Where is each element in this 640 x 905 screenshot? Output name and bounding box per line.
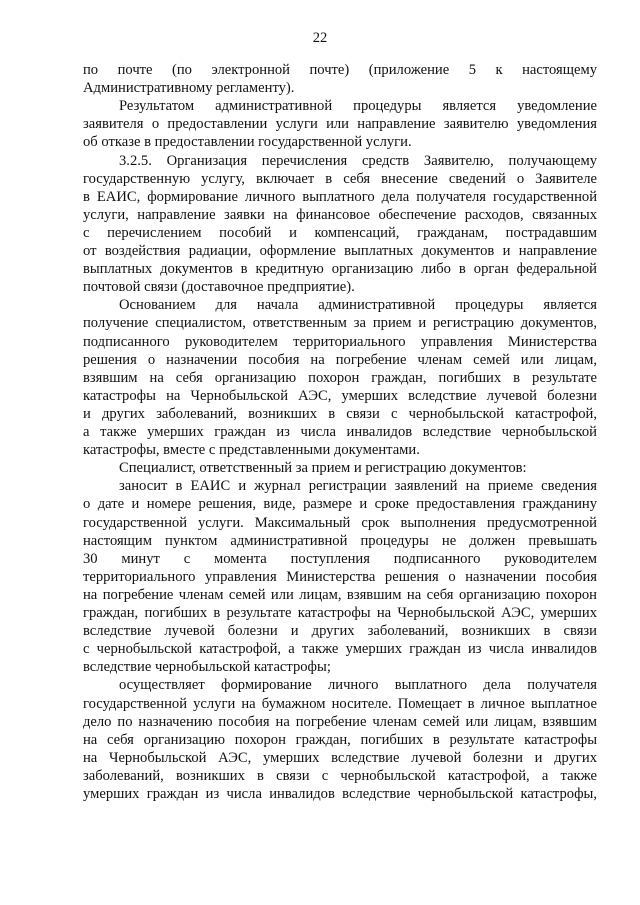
text-line: 30 минут с момента поступления подписанного руководителем bbox=[83, 550, 597, 567]
text-line: катастрофы, вместе с представленными документами. bbox=[83, 442, 420, 459]
text-line: на погребение членам семей или лицам, взявшим на себя организацию похорон bbox=[83, 586, 597, 603]
text-line: Специалист, ответственный за прием и регистрацию документов: bbox=[119, 460, 527, 477]
text-line: почтовой связи (доставочное предприятие). bbox=[83, 279, 355, 296]
text-line: заносит в ЕАИС и журнал регистрации заявлений на приеме сведения bbox=[119, 478, 597, 495]
text-line: в ЕАИС, формирование личного выплатного дела получателя государственной bbox=[83, 188, 597, 205]
text-line: на Чернобыльской АЭС, умерших вследствие лучевой болезни и других bbox=[83, 749, 597, 766]
text-line: заболеваний, возникших в связи с чернобыльской катастрофой, а также bbox=[83, 767, 597, 784]
text-line: Административному регламенту). bbox=[83, 80, 295, 97]
text-line: о дате и номере решения, виде, размере и сроке предоставления гражданину bbox=[83, 496, 597, 513]
text-line: настоящим пунктом административной процедуры не должен превышать bbox=[83, 532, 597, 549]
text-line: осуществляет формирование личного выплатного дела получателя bbox=[119, 677, 597, 694]
text-line: территориального управления Министерства решения о назначении пособия bbox=[83, 568, 597, 585]
text-line: получение специалистом, ответственным за прием и регистрацию документов, bbox=[83, 315, 597, 332]
text-line: на себя организацию похорон граждан, погибших в результате катастрофы bbox=[83, 731, 597, 748]
text-line: с чернобыльской катастрофой, а также умерших граждан из числа инвалидов bbox=[83, 641, 597, 658]
text-line: вследствие лучевой болезни и других заболеваний, возникших в связи bbox=[83, 623, 597, 640]
page-number: 22 bbox=[312, 30, 328, 46]
text-line: решения о назначении пособия на погребение членам семей или лицам, bbox=[83, 351, 597, 368]
text-line: услуги, направление заявки на финансовое обеспечение расходов, связанных bbox=[83, 206, 597, 223]
text-line: об отказе в предоставлении государственной услуги. bbox=[83, 134, 412, 151]
text-line: с перечислением пособий и компенсаций, гражданам, пострадавшим bbox=[83, 224, 597, 241]
text-line: а также умерших граждан из числа инвалидов вследствие чернобыльской bbox=[83, 424, 597, 440]
text-line: и других заболеваний, возникших в связи с чернобыльской катастрофой, bbox=[83, 405, 597, 422]
text-line: заявителя о предоставлении услуги или направление заявителю уведомления bbox=[83, 116, 597, 133]
text-line: от воздействия радиации, оформление выплатных документов и направление bbox=[83, 243, 597, 259]
text-line: умерших граждан из числа инвалидов вследствие чернобыльской катастрофы, bbox=[83, 786, 597, 802]
text-line: 3.2.5. Организация перечисления средств Заявителю, получающему bbox=[119, 152, 597, 169]
text-line: выплатных документов в кредитную организацию либо в орган федеральной bbox=[83, 261, 597, 278]
text-line: дело по назначению пособия на погребение членам семей или лицам, взявшим bbox=[83, 713, 597, 730]
text-line: вследствие чернобыльской катастрофы; bbox=[83, 659, 331, 676]
text-line: по почте (по электронной почте) (приложение 5 к настоящему bbox=[83, 62, 597, 78]
text-line: государственной услуги. Максимальный срок выполнения предусмотренной bbox=[83, 514, 597, 531]
text-line: государственную услугу, включает в себя внесение сведений о Заявителе bbox=[83, 170, 597, 187]
text-line: подписанного руководителем территориального управления Министерства bbox=[83, 333, 597, 350]
text-line: катастрофы на Чернобыльской АЭС, умерших вследствие лучевой болезни bbox=[83, 387, 597, 404]
text-line: государственной услуги на бумажном носителе. Помещает в личное выплатное bbox=[83, 695, 597, 712]
text-line: граждан, погибших в результате катастрофы на Чернобыльской АЭС, умерших bbox=[83, 605, 597, 621]
text-line: Основанием для начала административной процедуры является bbox=[119, 297, 597, 314]
text-line: Результатом административной процедуры является уведомление bbox=[119, 98, 597, 115]
text-line: взявшим на себя организацию похорон граждан, погибших в результате bbox=[83, 369, 597, 386]
